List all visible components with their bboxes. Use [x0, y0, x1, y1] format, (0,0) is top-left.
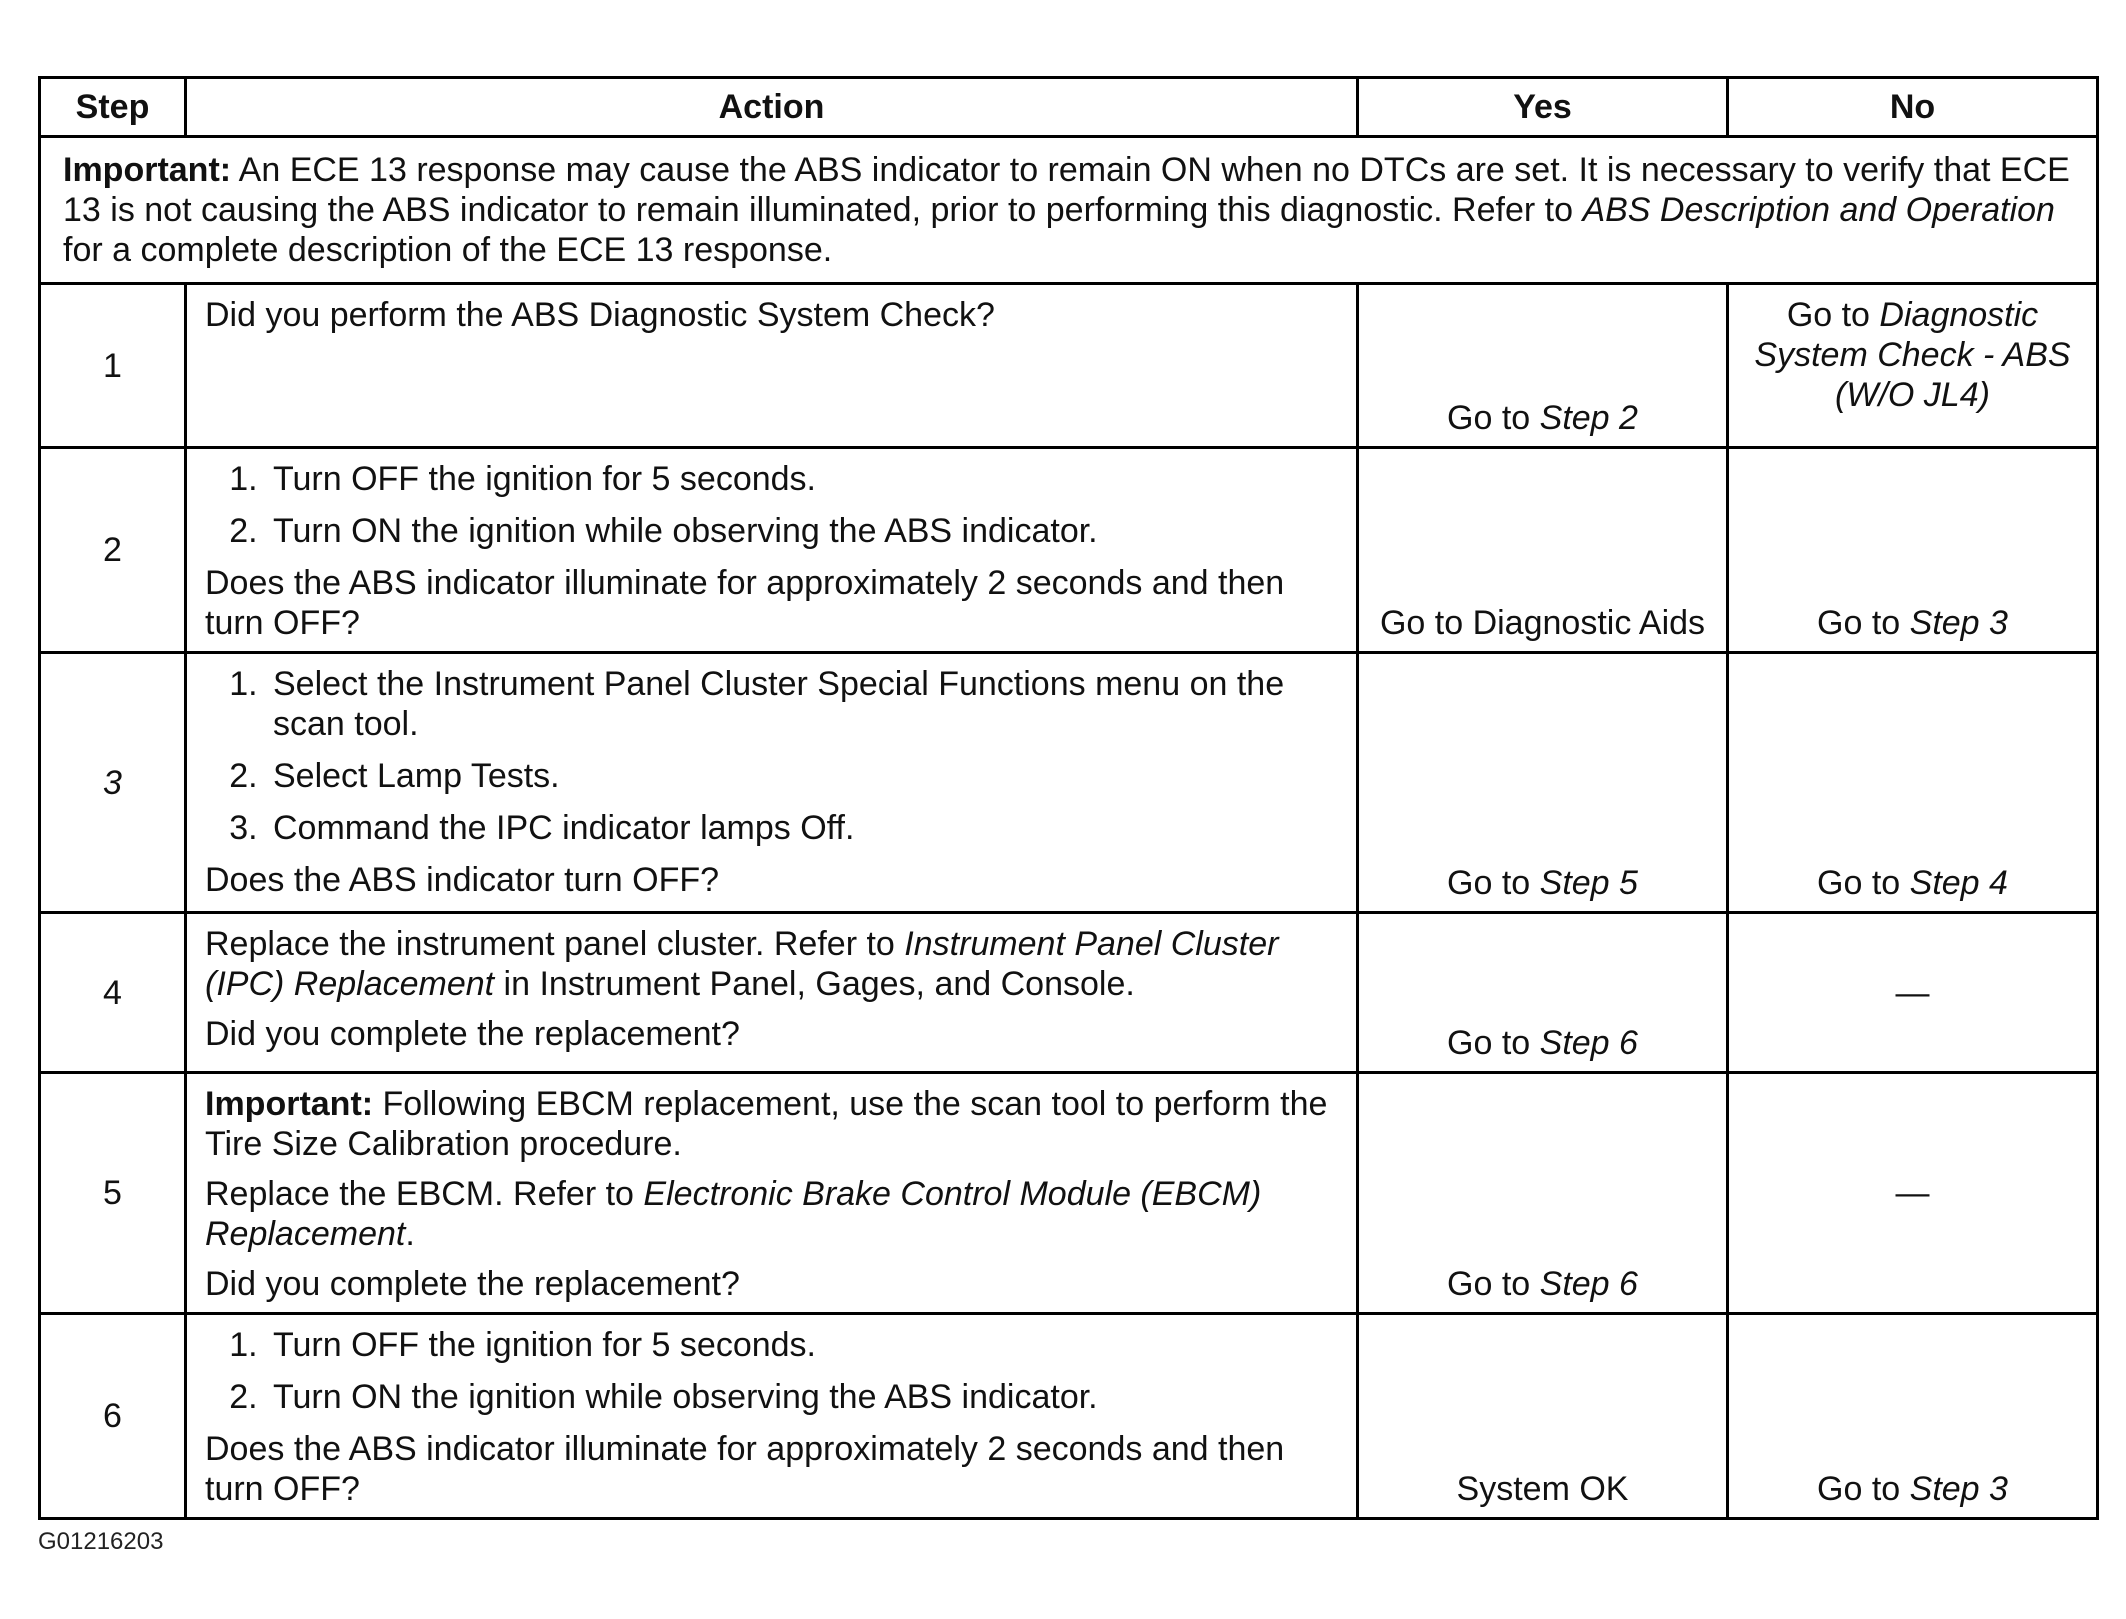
figure-code: G01216203	[38, 1528, 164, 1555]
action-item: 1. Turn OFF the ignition for 5 seconds.	[267, 459, 1340, 499]
action-item: 2. Turn ON the ignition while observing the ABS indicator.	[267, 1377, 1340, 1417]
action-item: 3. Command the IPC indicator lamps Off.	[267, 808, 1340, 848]
step-number: 2	[40, 448, 186, 653]
header-step: Step	[40, 78, 186, 137]
no-prefix: Go to	[1817, 604, 1910, 642]
yes-prefix: Go to	[1447, 1024, 1540, 1062]
action-item: 1. Turn OFF the ignition for 5 seconds.	[267, 1325, 1340, 1365]
yes-prefix: Go to	[1447, 1265, 1540, 1303]
no-prefix: Go to	[1817, 864, 1910, 902]
header-action: Action	[186, 78, 1358, 137]
question: Does the ABS indicator illuminate for approximately 2 seconds and then turn OFF?	[205, 564, 1285, 642]
step-number: 6	[40, 1314, 186, 1519]
no-link[interactable]: Diagnostic System Check - ABS (W/O JL4)	[1754, 296, 2071, 414]
no-link[interactable]: Step 3	[1909, 1470, 2008, 1508]
yes-cell	[1358, 284, 1728, 448]
important-text: Following EBCM replacement, use the scan tool to perform the Tire Size Calibration procedure.	[205, 1085, 1328, 1163]
yes-cell	[1358, 1073, 1728, 1314]
question: Did you complete the replacement?	[205, 1015, 740, 1053]
action-cell	[186, 1314, 1358, 1519]
action-text	[205, 924, 1340, 1004]
table-header-row	[40, 78, 2098, 137]
action-list	[205, 1325, 1340, 1417]
action-text-b: .	[405, 1215, 415, 1253]
action-text-b: in Instrument Panel, Gages, and Console.	[494, 965, 1135, 1003]
action-cell	[186, 913, 1358, 1073]
no-cell	[1728, 284, 2098, 448]
yes-prefix: Go to	[1447, 399, 1540, 437]
yes-link[interactable]: System OK	[1456, 1470, 1629, 1508]
no-cell: —	[1728, 1073, 2098, 1314]
action-list	[205, 459, 1340, 551]
action-cell	[186, 1073, 1358, 1314]
no-cell	[1728, 1314, 2098, 1519]
action-cell	[186, 653, 1358, 913]
important-text-a: An ECE 13 response may cause the ABS indicator to remain ON when no DTCs are set. It is necessary to verify that ECE 13 is not causing the ABS indicator to remain illuminated, prior to performing this diagnostic. Refer to	[63, 151, 2070, 229]
action-cell	[186, 284, 1358, 448]
no-cell	[1728, 653, 2098, 913]
question: Does the ABS indicator illuminate for approximately 2 seconds and then turn OFF?	[205, 1430, 1285, 1508]
diagnostic-table	[38, 76, 2099, 1520]
action-cell	[186, 448, 1358, 653]
step-number: 5	[40, 1073, 186, 1314]
action-ref[interactable]: Instrument Panel Cluster (IPC) Replacement	[205, 925, 1279, 1003]
yes-link[interactable]: Step 6	[1539, 1024, 1638, 1062]
action-text-a: Replace the instrument panel cluster. Refer to	[205, 925, 905, 963]
no-prefix: Go to	[1817, 1470, 1910, 1508]
yes-cell	[1358, 448, 1728, 653]
action-item: 2. Turn ON the ignition while observing the ABS indicator.	[267, 511, 1340, 551]
important-ref: ABS Description and Operation	[1582, 191, 2055, 229]
table-row	[40, 653, 2098, 913]
important-label: Important:	[63, 151, 232, 189]
yes-prefix: Go to	[1447, 864, 1540, 902]
important-note	[40, 137, 2098, 284]
yes-cell	[1358, 1314, 1728, 1519]
yes-link[interactable]: Step 5	[1539, 864, 1638, 902]
table-row	[40, 284, 2098, 448]
question: Did you perform the ABS Diagnostic System Check?	[205, 296, 995, 334]
yes-link[interactable]: Go to Diagnostic Aids	[1379, 604, 1706, 642]
important-note-row	[40, 137, 2098, 284]
table-row	[40, 448, 2098, 653]
header-no: No	[1728, 78, 2098, 137]
yes-link[interactable]: Step 6	[1539, 1265, 1638, 1303]
table-row	[40, 1314, 2098, 1519]
no-cell: —	[1728, 913, 2098, 1073]
no-prefix: Go to	[1786, 296, 1880, 334]
question: Does the ABS indicator turn OFF?	[205, 861, 720, 899]
action-text-a: Replace the EBCM. Refer to	[205, 1175, 644, 1213]
no-link[interactable]: Step 3	[1909, 604, 2008, 642]
table-row	[40, 913, 2098, 1073]
action-list	[205, 664, 1340, 848]
important-step-note	[205, 1084, 1340, 1164]
question: Did you complete the replacement?	[205, 1265, 740, 1303]
action-text	[205, 1174, 1340, 1254]
yes-cell	[1358, 653, 1728, 913]
no-link[interactable]: Step 4	[1909, 864, 2008, 902]
important-text-b: for a complete description of the ECE 13 response.	[63, 231, 833, 269]
step-number: 4	[40, 913, 186, 1073]
yes-link[interactable]: Step 2	[1539, 399, 1638, 437]
step-number: 1	[40, 284, 186, 448]
table-row	[40, 1073, 2098, 1314]
yes-cell	[1358, 913, 1728, 1073]
no-cell	[1728, 448, 2098, 653]
action-item: 1. Select the Instrument Panel Cluster Special Functions menu on the scan tool.	[267, 664, 1340, 744]
action-ref[interactable]: Electronic Brake Control Module (EBCM) Replacement	[205, 1175, 1262, 1253]
important-label: Important:	[205, 1085, 374, 1123]
action-item: 2. Select Lamp Tests.	[267, 756, 1340, 796]
header-yes: Yes	[1358, 78, 1728, 137]
step-number: 3	[40, 653, 186, 913]
